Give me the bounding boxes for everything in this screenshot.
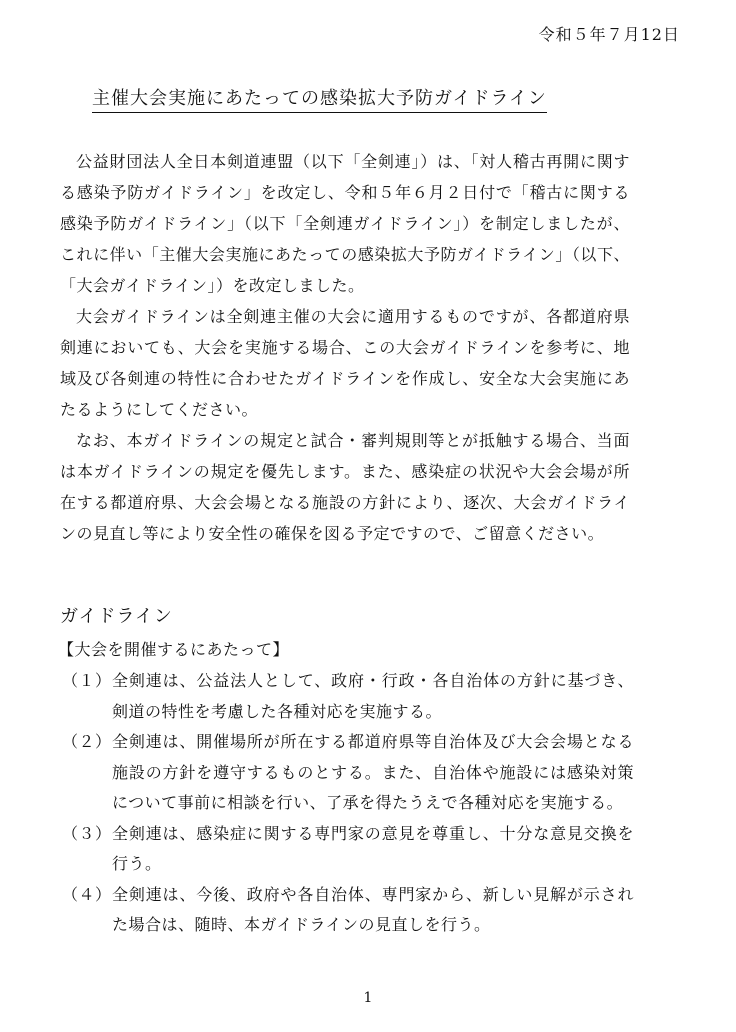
item-number: （３） — [62, 823, 112, 843]
item-number: （１） — [62, 671, 112, 690]
intro-paragraph: 大会ガイドラインは全剣連主催の大会に適用するものですが、各都道府県剣連においても、大会を実施する場合、この大会ガイドラインを参考に、地域及び各剣連の特性に合わせたガイドラインを作成し、安全な大会実施にあたるようにしてください。 — [60, 307, 630, 419]
intro-body — [60, 146, 630, 549]
section-heading: ガイドライン — [60, 606, 173, 627]
document-title: 主催大会実施にあたっての感染拡大予防ガイドライン — [92, 84, 547, 113]
subsection-heading: 【大会を開催するにあたって】 — [58, 640, 290, 659]
guideline-item — [62, 880, 634, 941]
guideline-item — [62, 819, 634, 880]
item-text: 全剣連は、公益法人として、政府・行政・各自治体の方針に基づき、剣道の特性を考慮した各種対応を実施する。 — [112, 671, 634, 721]
item-text: 全剣連は、今後、政府や各自治体、専門家から、新しい見解が示された場合は、随時、本ガイドラインの見直しを行う。 — [112, 884, 634, 934]
page-number: 1 — [363, 990, 373, 1006]
item-number: （４） — [62, 884, 112, 904]
intro-paragraph: 公益財団法人全日本剣道連盟（以下「全剣連」）は、「対人稽古再開に関する感染予防ガイドライン」を改定し、令和５年６月２日付で「稽古に関する感染予防ガイドライン」（以下「全剣連ガイドライン」）を制定しましたが、これに伴い「主催大会実施にあたっての感染拡大予防ガイドライン」（以下、「大会ガイドライン」）を改定しました。 — [60, 152, 630, 295]
guideline-list — [62, 666, 634, 941]
intro-paragraph: なお、本ガイドラインの規定と試合・審判規則等とが抵触する場合、当面は本ガイドラインの規定を優先します。また、感染症の状況や大会会場が所在する都道府県、大会会場となる施設の方針により、逐次、大会ガイドラインの見直し等により安全性の確保を図る予定ですので、ご留意ください。 — [60, 431, 630, 543]
guideline-item — [62, 666, 634, 727]
item-number: （２） — [62, 732, 112, 751]
item-text: 全剣連は、開催場所が所在する都道府県等自治体及び大会会場となる施設の方針を遵守するものとする。また、自治体や施設には感染対策について事前に相談を行い、了承を得たうえで各種対応を実施する。 — [112, 732, 634, 812]
guideline-item — [62, 727, 634, 819]
document-date: 令和５年７月12日 — [538, 25, 680, 44]
item-text: 全剣連は、感染症に関する専門家の意見を尊重し、十分な意見交換を行う。 — [112, 823, 634, 873]
